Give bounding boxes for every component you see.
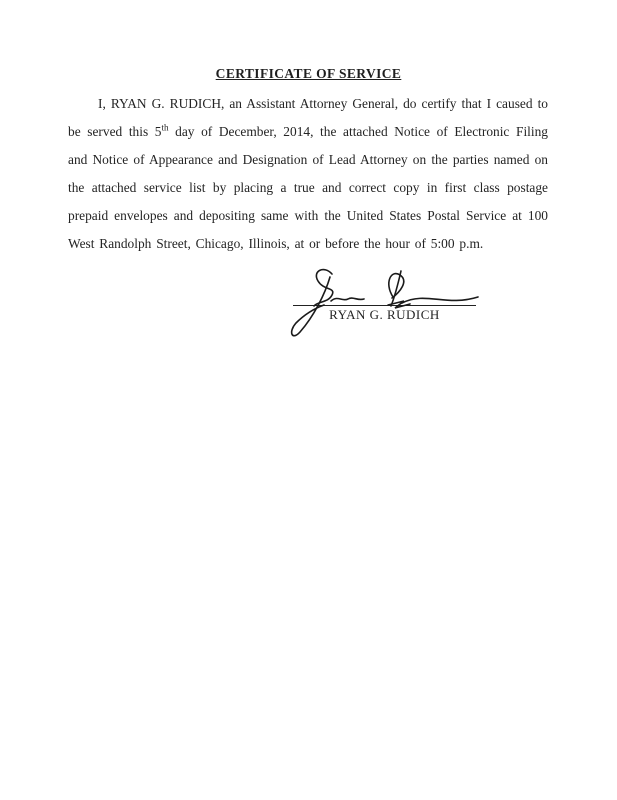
handwritten-signature-icon [288,262,488,342]
body-text-part1: I, RYAN G. RUDICH, an Assistant Attorney General, do certify that I caused to be served this 5 [68,96,548,139]
document-title: CERTIFICATE OF SERVICE [215,66,402,81]
certificate-body-paragraph [68,90,548,258]
body-text-part2: day of December, 2014, the attached Notice of Electronic Filing and Notice of Appearance and Designation of Lead Attorney on the parties named on the attached service list by placing a true and correct copy in first class postage prepaid envelopes and depositing same with the United States Postal Service at 100 West Randolph Street, Chicago, Illinois, at or before the hour of 5:00 p.m. [68,124,548,251]
signer-name: RYAN G. RUDICH [329,307,440,322]
ordinal-superscript: th [161,122,169,133]
